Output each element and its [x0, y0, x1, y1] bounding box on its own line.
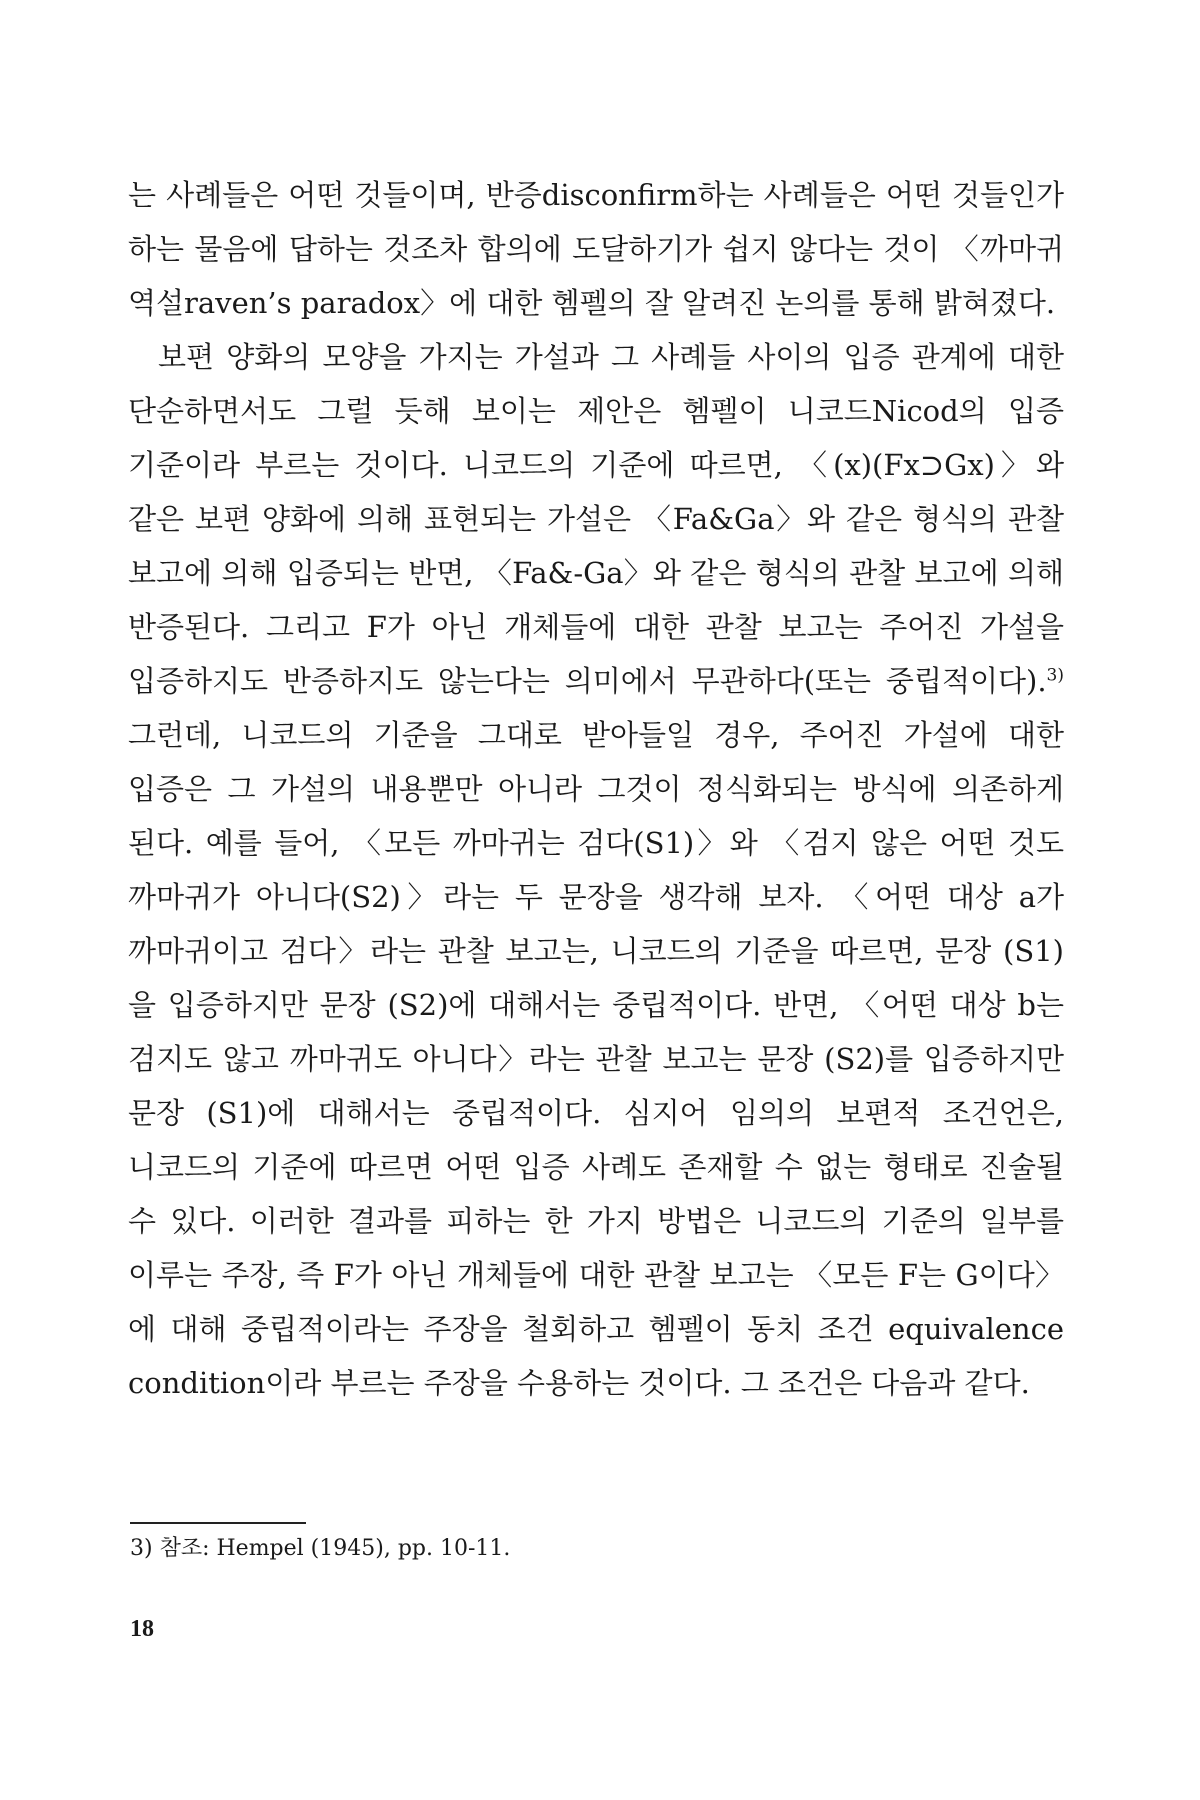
footnote-divider	[130, 1522, 306, 1524]
paragraph-2-text-before-ref: 보편 양화의 모양을 가지는 가설과 그 사례들 사이의 입증 관계에 대한 단순하면서도 그럴 듯해 보이는 제안은 헴펠이 니코드Nicod의 입증 기준이라 부르는 것이다. 니코드의 기준에 따르면, 〈(x)(Fx⊃Gx)〉와 같은 보편 양화에 의해 표현되는 가설은 〈Fa&Ga〉와 같은 형식의 관찰 보고에 의해 입증되는 반면, 〈Fa&-Ga〉와 같은 형식의 관찰 보고에 의해 반증된다. 그리고 F가 아닌 개체들에 대한 관찰 보고는 주어진 가설을 입증하지도 반증하지도 않는다는 의미에서 무관하다(또는 중립적이다).	[128, 340, 1064, 698]
paragraph-2	[128, 330, 1064, 1410]
body-text	[128, 168, 1064, 1410]
footnote-reference: 3)	[1046, 665, 1064, 686]
paragraph-2-text-after-ref: 그런데, 니코드의 기준을 그대로 받아들일 경우, 주어진 가설에 대한 입증은 그 가설의 내용뿐만 아니라 그것이 정식화되는 방식에 의존하게 된다. 예를 들어, 〈모든 까마귀는 검다(S1)〉와 〈검지 않은 어떤 것도 까마귀가 아니다(S2)〉라는 두 문장을 생각해 보자. 〈어떤 대상 a가 까마귀이고 검다〉라는 관찰 보고는, 니코드의 기준을 따르면, 문장 (S1)을 입증하지만 문장 (S2)에 대해서는 중립적이다. 반면, 〈어떤 대상 b는 검지도 않고 까마귀도 아니다〉라는 관찰 보고는 문장 (S2)를 입증하지만 문장 (S1)에 대해서는 중립적이다. 심지어 임의의 보편적 조건언은, 니코드의 기준에 따르면 어떤 입증 사례도 존재할 수 없는 형태로 진술될 수 있다. 이러한 결과를 피하는 한 가지 방법은 니코드의 기준의 일부를 이루는 주장, 즉 F가 아닌 개체들에 대한 관찰 보고는 〈모든 F는 G이다〉에 대해 중립적이라는 주장을 철회하고 헴펠이 동치 조건 equivalence condition이라 부르는 주장을 수용하는 것이다. 그 조건은 다음과 같다.	[128, 718, 1064, 1400]
paragraph-1: 는 사례들은 어떤 것들이며, 반증disconfirm하는 사례들은 어떤 것들인가 하는 물음에 답하는 것조차 합의에 도달하기가 쉽지 않다는 것이 〈까마귀 역설raven’s paradox〉에 대한 헴펠의 잘 알려진 논의를 통해 밝혀졌다.	[128, 178, 1064, 320]
page-number: 18	[130, 1616, 154, 1642]
footnote: 3) 참조: Hempel (1945), pp. 10-11.	[130, 1536, 511, 1561]
